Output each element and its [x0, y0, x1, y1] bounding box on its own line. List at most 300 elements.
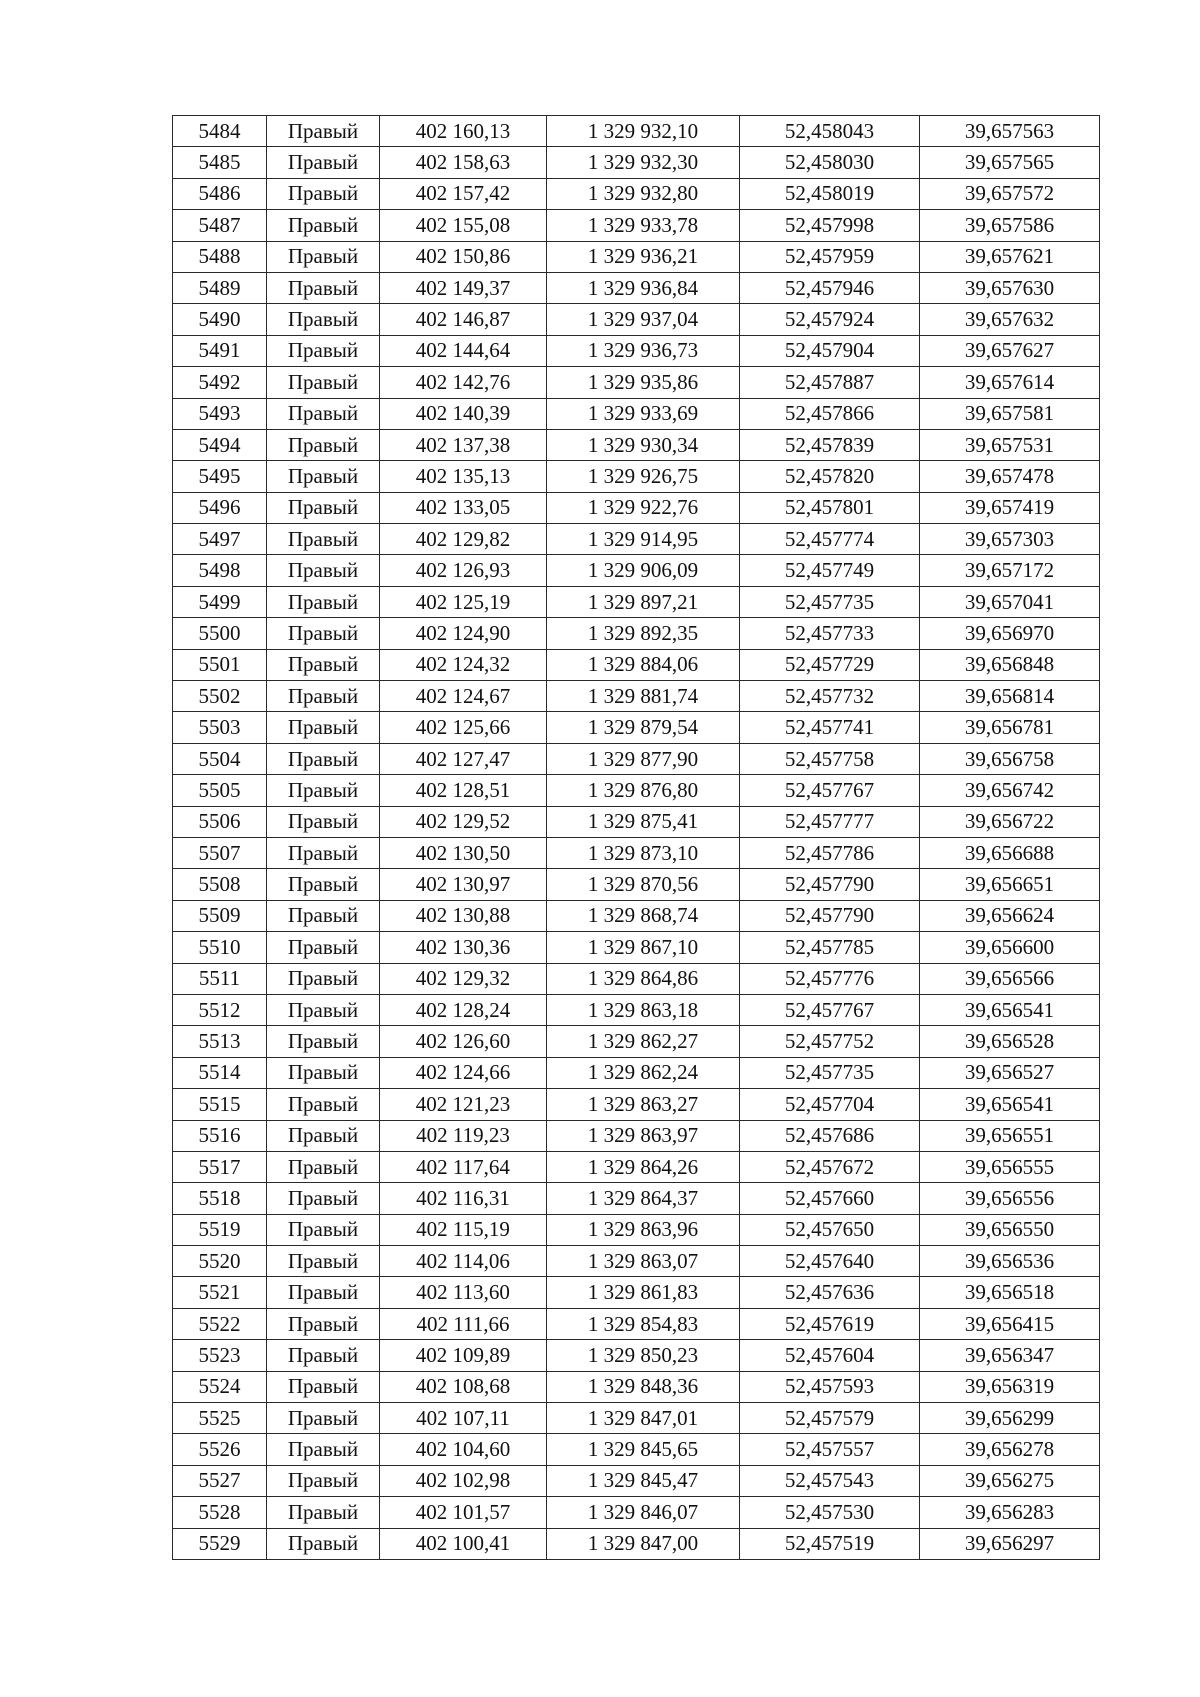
latitude-cell: 52,457530: [740, 1497, 920, 1528]
table-row: [173, 586, 1100, 617]
x-coordinate-cell: 402 129,82: [380, 524, 547, 555]
table-row: [173, 304, 1100, 335]
latitude-cell: 52,457735: [740, 586, 920, 617]
y-coordinate-cell: 1 329 864,26: [547, 1151, 740, 1182]
side-cell: Правый: [267, 1089, 380, 1120]
x-coordinate-cell: 402 155,08: [380, 210, 547, 241]
x-coordinate-cell: 402 102,98: [380, 1465, 547, 1496]
latitude-cell: 52,457729: [740, 649, 920, 680]
table-row: [173, 492, 1100, 523]
table-row: [173, 1089, 1100, 1120]
latitude-cell: 52,457636: [740, 1277, 920, 1308]
side-cell: Правый: [267, 147, 380, 178]
table-row: [173, 1277, 1100, 1308]
side-cell: Правый: [267, 1277, 380, 1308]
side-cell: Правый: [267, 900, 380, 931]
longitude-cell: 39,656319: [920, 1371, 1100, 1402]
longitude-cell: 39,657531: [920, 429, 1100, 460]
table-row: [173, 806, 1100, 837]
y-coordinate-cell: 1 329 867,10: [547, 932, 740, 963]
side-cell: Правый: [267, 116, 380, 147]
latitude-cell: 52,457672: [740, 1151, 920, 1182]
point-number-cell: 5485: [173, 147, 267, 178]
longitude-cell: 39,657627: [920, 335, 1100, 366]
table-row: [173, 429, 1100, 460]
longitude-cell: 39,657419: [920, 492, 1100, 523]
table-row: [173, 398, 1100, 429]
latitude-cell: 52,457543: [740, 1465, 920, 1496]
latitude-cell: 52,457790: [740, 900, 920, 931]
table-row: [173, 932, 1100, 963]
point-number-cell: 5516: [173, 1120, 267, 1151]
side-cell: Правый: [267, 1371, 380, 1402]
latitude-cell: 52,457820: [740, 461, 920, 492]
point-number-cell: 5500: [173, 618, 267, 649]
longitude-cell: 39,657630: [920, 272, 1100, 303]
y-coordinate-cell: 1 329 937,04: [547, 304, 740, 335]
side-cell: Правый: [267, 806, 380, 837]
side-cell: Правый: [267, 1120, 380, 1151]
table-row: [173, 618, 1100, 649]
side-cell: Правый: [267, 1214, 380, 1245]
table-row: [173, 1465, 1100, 1496]
longitude-cell: 39,656555: [920, 1151, 1100, 1182]
x-coordinate-cell: 402 128,51: [380, 775, 547, 806]
point-number-cell: 5507: [173, 837, 267, 868]
longitude-cell: 39,656651: [920, 869, 1100, 900]
longitude-cell: 39,656518: [920, 1277, 1100, 1308]
side-cell: Правый: [267, 837, 380, 868]
table-row: [173, 1308, 1100, 1339]
table-row: [173, 367, 1100, 398]
x-coordinate-cell: 402 114,06: [380, 1246, 547, 1277]
y-coordinate-cell: 1 329 884,06: [547, 649, 740, 680]
x-coordinate-cell: 402 119,23: [380, 1120, 547, 1151]
y-coordinate-cell: 1 329 846,07: [547, 1497, 740, 1528]
longitude-cell: 39,657581: [920, 398, 1100, 429]
x-coordinate-cell: 402 160,13: [380, 116, 547, 147]
side-cell: Правый: [267, 241, 380, 272]
x-coordinate-cell: 402 124,32: [380, 649, 547, 680]
point-number-cell: 5495: [173, 461, 267, 492]
latitude-cell: 52,457741: [740, 712, 920, 743]
table-row: [173, 963, 1100, 994]
longitude-cell: 39,656299: [920, 1403, 1100, 1434]
longitude-cell: 39,657621: [920, 241, 1100, 272]
latitude-cell: 52,457866: [740, 398, 920, 429]
point-number-cell: 5502: [173, 681, 267, 712]
point-number-cell: 5492: [173, 367, 267, 398]
side-cell: Правый: [267, 1528, 380, 1559]
x-coordinate-cell: 402 133,05: [380, 492, 547, 523]
point-number-cell: 5514: [173, 1057, 267, 1088]
longitude-cell: 39,656814: [920, 681, 1100, 712]
longitude-cell: 39,657478: [920, 461, 1100, 492]
x-coordinate-cell: 402 109,89: [380, 1340, 547, 1371]
side-cell: Правый: [267, 210, 380, 241]
y-coordinate-cell: 1 329 879,54: [547, 712, 740, 743]
longitude-cell: 39,656297: [920, 1528, 1100, 1559]
latitude-cell: 52,457998: [740, 210, 920, 241]
longitude-cell: 39,656541: [920, 1089, 1100, 1120]
table-row: [173, 147, 1100, 178]
y-coordinate-cell: 1 329 863,27: [547, 1089, 740, 1120]
longitude-cell: 39,657041: [920, 586, 1100, 617]
side-cell: Правый: [267, 963, 380, 994]
y-coordinate-cell: 1 329 875,41: [547, 806, 740, 837]
longitude-cell: 39,656722: [920, 806, 1100, 837]
x-coordinate-cell: 402 126,93: [380, 555, 547, 586]
longitude-cell: 39,657614: [920, 367, 1100, 398]
point-number-cell: 5510: [173, 932, 267, 963]
table-row: [173, 775, 1100, 806]
longitude-cell: 39,656347: [920, 1340, 1100, 1371]
longitude-cell: 39,656550: [920, 1214, 1100, 1245]
x-coordinate-cell: 402 150,86: [380, 241, 547, 272]
latitude-cell: 52,457777: [740, 806, 920, 837]
longitude-cell: 39,656415: [920, 1308, 1100, 1339]
latitude-cell: 52,457735: [740, 1057, 920, 1088]
longitude-cell: 39,656624: [920, 900, 1100, 931]
side-cell: Правый: [267, 1151, 380, 1182]
latitude-cell: 52,457758: [740, 743, 920, 774]
longitude-cell: 39,656970: [920, 618, 1100, 649]
x-coordinate-cell: 402 130,36: [380, 932, 547, 963]
x-coordinate-cell: 402 146,87: [380, 304, 547, 335]
x-coordinate-cell: 402 130,50: [380, 837, 547, 868]
x-coordinate-cell: 402 115,19: [380, 1214, 547, 1245]
y-coordinate-cell: 1 329 881,74: [547, 681, 740, 712]
y-coordinate-cell: 1 329 932,30: [547, 147, 740, 178]
x-coordinate-cell: 402 113,60: [380, 1277, 547, 1308]
latitude-cell: 52,457660: [740, 1183, 920, 1214]
longitude-cell: 39,656528: [920, 1026, 1100, 1057]
x-coordinate-cell: 402 142,76: [380, 367, 547, 398]
y-coordinate-cell: 1 329 926,75: [547, 461, 740, 492]
point-number-cell: 5517: [173, 1151, 267, 1182]
latitude-cell: 52,457801: [740, 492, 920, 523]
latitude-cell: 52,457776: [740, 963, 920, 994]
x-coordinate-cell: 402 128,24: [380, 994, 547, 1025]
latitude-cell: 52,457557: [740, 1434, 920, 1465]
point-number-cell: 5519: [173, 1214, 267, 1245]
latitude-cell: 52,457790: [740, 869, 920, 900]
latitude-cell: 52,457946: [740, 272, 920, 303]
longitude-cell: 39,657572: [920, 178, 1100, 209]
longitude-cell: 39,657563: [920, 116, 1100, 147]
latitude-cell: 52,457619: [740, 1308, 920, 1339]
point-number-cell: 5525: [173, 1403, 267, 1434]
point-number-cell: 5515: [173, 1089, 267, 1120]
side-cell: Правый: [267, 775, 380, 806]
table-row: [173, 1151, 1100, 1182]
x-coordinate-cell: 402 157,42: [380, 178, 547, 209]
side-cell: Правый: [267, 932, 380, 963]
table-row: [173, 210, 1100, 241]
latitude-cell: 52,457785: [740, 932, 920, 963]
x-coordinate-cell: 402 116,31: [380, 1183, 547, 1214]
side-cell: Правый: [267, 398, 380, 429]
table-row: [173, 461, 1100, 492]
longitude-cell: 39,656278: [920, 1434, 1100, 1465]
x-coordinate-cell: 402 137,38: [380, 429, 547, 460]
latitude-cell: 52,457593: [740, 1371, 920, 1402]
point-number-cell: 5484: [173, 116, 267, 147]
table-row: [173, 1371, 1100, 1402]
point-number-cell: 5508: [173, 869, 267, 900]
table-row: [173, 1120, 1100, 1151]
latitude-cell: 52,457604: [740, 1340, 920, 1371]
point-number-cell: 5529: [173, 1528, 267, 1559]
x-coordinate-cell: 402 158,63: [380, 147, 547, 178]
latitude-cell: 52,457839: [740, 429, 920, 460]
x-coordinate-cell: 402 127,47: [380, 743, 547, 774]
side-cell: Правый: [267, 743, 380, 774]
x-coordinate-cell: 402 107,11: [380, 1403, 547, 1434]
latitude-cell: 52,457924: [740, 304, 920, 335]
x-coordinate-cell: 402 129,52: [380, 806, 547, 837]
y-coordinate-cell: 1 329 930,34: [547, 429, 740, 460]
side-cell: Правый: [267, 429, 380, 460]
side-cell: Правый: [267, 178, 380, 209]
latitude-cell: 52,457904: [740, 335, 920, 366]
y-coordinate-cell: 1 329 906,09: [547, 555, 740, 586]
longitude-cell: 39,657303: [920, 524, 1100, 555]
x-coordinate-cell: 402 130,88: [380, 900, 547, 931]
y-coordinate-cell: 1 329 845,47: [547, 1465, 740, 1496]
latitude-cell: 52,457887: [740, 367, 920, 398]
point-number-cell: 5488: [173, 241, 267, 272]
longitude-cell: 39,656600: [920, 932, 1100, 963]
longitude-cell: 39,656541: [920, 994, 1100, 1025]
y-coordinate-cell: 1 329 936,73: [547, 335, 740, 366]
x-coordinate-cell: 402 117,64: [380, 1151, 547, 1182]
table-row: [173, 1434, 1100, 1465]
y-coordinate-cell: 1 329 847,00: [547, 1528, 740, 1559]
table-row: [173, 524, 1100, 555]
table-row: [173, 1214, 1100, 1245]
latitude-cell: 52,457752: [740, 1026, 920, 1057]
table-row: [173, 681, 1100, 712]
longitude-cell: 39,656536: [920, 1246, 1100, 1277]
latitude-cell: 52,458043: [740, 116, 920, 147]
longitude-cell: 39,657172: [920, 555, 1100, 586]
latitude-cell: 52,457579: [740, 1403, 920, 1434]
x-coordinate-cell: 402 124,67: [380, 681, 547, 712]
latitude-cell: 52,458019: [740, 178, 920, 209]
table-row: [173, 1246, 1100, 1277]
latitude-cell: 52,457640: [740, 1246, 920, 1277]
side-cell: Правый: [267, 1026, 380, 1057]
side-cell: Правый: [267, 1183, 380, 1214]
x-coordinate-cell: 402 125,66: [380, 712, 547, 743]
point-number-cell: 5512: [173, 994, 267, 1025]
longitude-cell: 39,656566: [920, 963, 1100, 994]
y-coordinate-cell: 1 329 847,01: [547, 1403, 740, 1434]
point-number-cell: 5496: [173, 492, 267, 523]
point-number-cell: 5518: [173, 1183, 267, 1214]
longitude-cell: 39,656758: [920, 743, 1100, 774]
latitude-cell: 52,457704: [740, 1089, 920, 1120]
table-row: [173, 335, 1100, 366]
side-cell: Правый: [267, 1246, 380, 1277]
y-coordinate-cell: 1 329 873,10: [547, 837, 740, 868]
longitude-cell: 39,656527: [920, 1057, 1100, 1088]
x-coordinate-cell: 402 140,39: [380, 398, 547, 429]
point-number-cell: 5491: [173, 335, 267, 366]
point-number-cell: 5523: [173, 1340, 267, 1371]
x-coordinate-cell: 402 144,64: [380, 335, 547, 366]
side-cell: Правый: [267, 304, 380, 335]
point-number-cell: 5509: [173, 900, 267, 931]
x-coordinate-cell: 402 111,66: [380, 1308, 547, 1339]
side-cell: Правый: [267, 649, 380, 680]
point-number-cell: 5504: [173, 743, 267, 774]
side-cell: Правый: [267, 586, 380, 617]
y-coordinate-cell: 1 329 862,27: [547, 1026, 740, 1057]
longitude-cell: 39,656688: [920, 837, 1100, 868]
latitude-cell: 52,457732: [740, 681, 920, 712]
longitude-cell: 39,656848: [920, 649, 1100, 680]
y-coordinate-cell: 1 329 933,78: [547, 210, 740, 241]
side-cell: Правый: [267, 1434, 380, 1465]
y-coordinate-cell: 1 329 863,97: [547, 1120, 740, 1151]
side-cell: Правый: [267, 869, 380, 900]
table-row: [173, 178, 1100, 209]
table-row: [173, 555, 1100, 586]
y-coordinate-cell: 1 329 862,24: [547, 1057, 740, 1088]
x-coordinate-cell: 402 126,60: [380, 1026, 547, 1057]
point-number-cell: 5494: [173, 429, 267, 460]
side-cell: Правый: [267, 1340, 380, 1371]
y-coordinate-cell: 1 329 876,80: [547, 775, 740, 806]
side-cell: Правый: [267, 492, 380, 523]
y-coordinate-cell: 1 329 863,96: [547, 1214, 740, 1245]
longitude-cell: 39,657632: [920, 304, 1100, 335]
y-coordinate-cell: 1 329 845,65: [547, 1434, 740, 1465]
side-cell: Правый: [267, 1057, 380, 1088]
table-row: [173, 1026, 1100, 1057]
point-number-cell: 5486: [173, 178, 267, 209]
x-coordinate-cell: 402 124,90: [380, 618, 547, 649]
point-number-cell: 5487: [173, 210, 267, 241]
x-coordinate-cell: 402 101,57: [380, 1497, 547, 1528]
x-coordinate-cell: 402 100,41: [380, 1528, 547, 1559]
y-coordinate-cell: 1 329 932,10: [547, 116, 740, 147]
y-coordinate-cell: 1 329 933,69: [547, 398, 740, 429]
point-number-cell: 5524: [173, 1371, 267, 1402]
table-row: [173, 1528, 1100, 1559]
x-coordinate-cell: 402 121,23: [380, 1089, 547, 1120]
longitude-cell: 39,656551: [920, 1120, 1100, 1151]
table-row: [173, 272, 1100, 303]
table-row: [173, 649, 1100, 680]
y-coordinate-cell: 1 329 861,83: [547, 1277, 740, 1308]
side-cell: Правый: [267, 367, 380, 398]
point-number-cell: 5527: [173, 1465, 267, 1496]
latitude-cell: 52,457686: [740, 1120, 920, 1151]
point-number-cell: 5506: [173, 806, 267, 837]
x-coordinate-cell: 402 129,32: [380, 963, 547, 994]
longitude-cell: 39,657565: [920, 147, 1100, 178]
x-coordinate-cell: 402 124,66: [380, 1057, 547, 1088]
coordinates-table-body: [173, 116, 1100, 1560]
table-row: [173, 900, 1100, 931]
x-coordinate-cell: 402 130,97: [380, 869, 547, 900]
point-number-cell: 5522: [173, 1308, 267, 1339]
x-coordinate-cell: 402 104,60: [380, 1434, 547, 1465]
table-row: [173, 837, 1100, 868]
y-coordinate-cell: 1 329 863,07: [547, 1246, 740, 1277]
y-coordinate-cell: 1 329 922,76: [547, 492, 740, 523]
side-cell: Правый: [267, 555, 380, 586]
latitude-cell: 52,457749: [740, 555, 920, 586]
table-row: [173, 1183, 1100, 1214]
latitude-cell: 52,457774: [740, 524, 920, 555]
point-number-cell: 5526: [173, 1434, 267, 1465]
side-cell: Правый: [267, 335, 380, 366]
side-cell: Правый: [267, 712, 380, 743]
table-row: [173, 1403, 1100, 1434]
table-row: [173, 1497, 1100, 1528]
side-cell: Правый: [267, 272, 380, 303]
point-number-cell: 5501: [173, 649, 267, 680]
side-cell: Правый: [267, 681, 380, 712]
table-row: [173, 116, 1100, 147]
latitude-cell: 52,457650: [740, 1214, 920, 1245]
y-coordinate-cell: 1 329 848,36: [547, 1371, 740, 1402]
table-row: [173, 1340, 1100, 1371]
latitude-cell: 52,457733: [740, 618, 920, 649]
y-coordinate-cell: 1 329 892,35: [547, 618, 740, 649]
latitude-cell: 52,458030: [740, 147, 920, 178]
y-coordinate-cell: 1 329 854,83: [547, 1308, 740, 1339]
coordinates-table: [172, 115, 1100, 1560]
point-number-cell: 5493: [173, 398, 267, 429]
side-cell: Правый: [267, 618, 380, 649]
point-number-cell: 5520: [173, 1246, 267, 1277]
y-coordinate-cell: 1 329 863,18: [547, 994, 740, 1025]
latitude-cell: 52,457519: [740, 1528, 920, 1559]
y-coordinate-cell: 1 329 864,37: [547, 1183, 740, 1214]
y-coordinate-cell: 1 329 936,21: [547, 241, 740, 272]
side-cell: Правый: [267, 1403, 380, 1434]
point-number-cell: 5497: [173, 524, 267, 555]
y-coordinate-cell: 1 329 897,21: [547, 586, 740, 617]
side-cell: Правый: [267, 461, 380, 492]
y-coordinate-cell: 1 329 935,86: [547, 367, 740, 398]
y-coordinate-cell: 1 329 868,74: [547, 900, 740, 931]
point-number-cell: 5511: [173, 963, 267, 994]
point-number-cell: 5513: [173, 1026, 267, 1057]
longitude-cell: 39,656781: [920, 712, 1100, 743]
y-coordinate-cell: 1 329 870,56: [547, 869, 740, 900]
y-coordinate-cell: 1 329 877,90: [547, 743, 740, 774]
x-coordinate-cell: 402 108,68: [380, 1371, 547, 1402]
x-coordinate-cell: 402 125,19: [380, 586, 547, 617]
y-coordinate-cell: 1 329 864,86: [547, 963, 740, 994]
table-row: [173, 1057, 1100, 1088]
longitude-cell: 39,657586: [920, 210, 1100, 241]
x-coordinate-cell: 402 149,37: [380, 272, 547, 303]
table-row: [173, 241, 1100, 272]
longitude-cell: 39,656283: [920, 1497, 1100, 1528]
point-number-cell: 5489: [173, 272, 267, 303]
latitude-cell: 52,457767: [740, 994, 920, 1025]
side-cell: Правый: [267, 1308, 380, 1339]
side-cell: Правый: [267, 524, 380, 555]
y-coordinate-cell: 1 329 932,80: [547, 178, 740, 209]
